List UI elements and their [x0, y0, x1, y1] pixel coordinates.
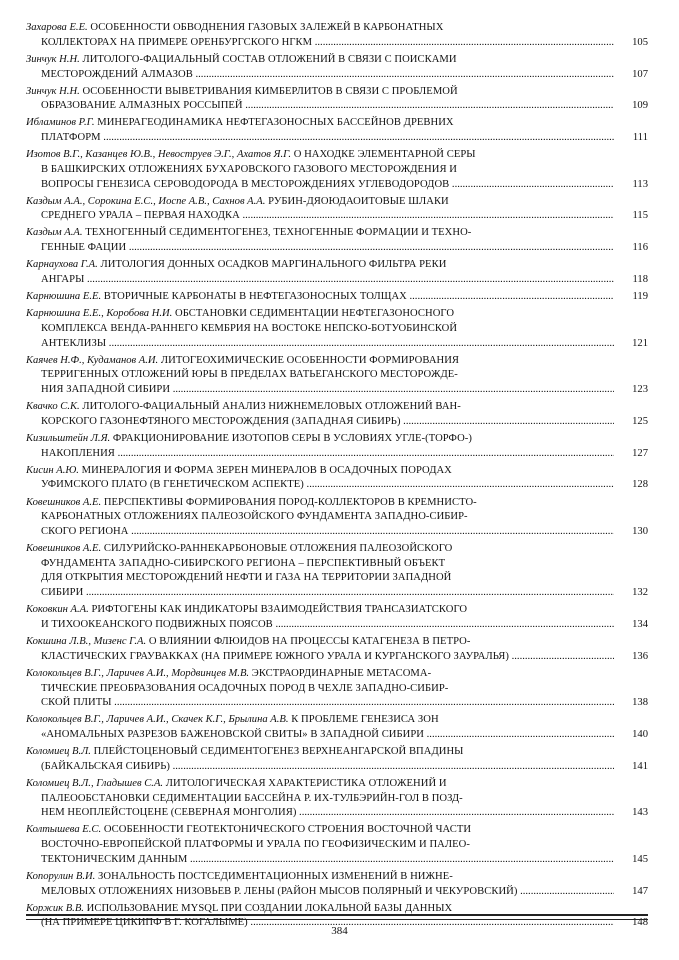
entry-page-number: 145 [632, 853, 648, 865]
entry-page-number: 148 [632, 917, 648, 929]
entry-authors: Коковкин А.А. [26, 604, 89, 616]
entry-title: О ВЛИЯНИИ ФЛЮИДОВ НА ПРОЦЕССЫ КАТАГЕНЕЗА В ПЕТРО- [146, 636, 471, 648]
entry-title: ОСОБЕННОСТИ ГЕОТЕКТОНИЧЕСКОГО СТРОЕНИЯ ВОСТОЧНОЙ ЧАСТИ [101, 824, 472, 836]
entry-authors: Кизильштейн Л.Я. [26, 432, 111, 444]
toc-entry[interactable] [26, 823, 648, 867]
entry-line [26, 354, 614, 369]
entry-line [26, 650, 614, 665]
entry-page-number: 118 [632, 273, 648, 285]
footer-rule-thick [26, 914, 648, 916]
entry-authors: Карнаухова Г.А. [26, 259, 98, 271]
entry-title: МЕЛОВЫХ ОТЛОЖЕНИЯХ НИЗОВЬЕВ Р. ЛЕНЫ (РАЙОН МЫСОВ ПОЛЯРНЫЙ И ЧЕКУРОВСКИЙ) [41, 885, 518, 897]
entry-title: (БАЙКАЛЬСКАЯ СИБИРЬ) [41, 760, 170, 772]
entry-line [26, 885, 614, 900]
entry-title: АНТЕКЛИЗЫ [41, 337, 107, 349]
entry-title: ЛИТОЛОГО-ФАЦИАЛЬНЫЙ СОСТАВ ОТЛОЖЕНИЙ В СВЯЗИ С ПОИСКАМИ [79, 53, 457, 65]
entry-line [26, 682, 614, 697]
toc-entry[interactable] [26, 307, 648, 351]
entry-title: ПЛЕЙСТОЦЕНОВЫЙ СЕДИМЕНТОГЕНЕЗ ВЕРХНЕАНГАРСКОЙ ВПАДИНЫ [90, 746, 464, 758]
entry-line [26, 368, 614, 383]
entry-title: МИНЕРАЛОГИЯ И ФОРМА ЗЕРЕН МИНЕРАЛОВ В ОСАДОЧНЫХ ПОРОДАХ [78, 464, 452, 476]
entry-line [26, 478, 614, 493]
entry-authors: Каздым А.А., Сорокина Е.С., Иоспе А.В., Сахнов А.А. [26, 195, 266, 207]
entry-title: СИЛУРИЙСКО-РАННЕКАРБОНОВЫЕ ОТЛОЖЕНИЯ ПАЛЕОЗОЙСКОГО [101, 543, 453, 555]
toc-entry[interactable] [26, 667, 648, 711]
entry-line [26, 496, 614, 511]
toc-entry[interactable] [26, 21, 648, 50]
entry-title: ТЕКТОНИЧЕСКИМ ДАННЫМ [41, 853, 188, 865]
entry-line [26, 603, 614, 618]
toc-entry[interactable] [26, 258, 648, 287]
entry-title: СКОГО РЕГИОНА [41, 525, 129, 537]
entry-page-number: 138 [632, 697, 648, 709]
toc-entry[interactable] [26, 400, 648, 429]
entry-page-number: 115 [632, 210, 648, 222]
entry-page-number: 134 [632, 618, 648, 630]
toc-entry[interactable] [26, 195, 648, 224]
entry-title: ЛИТОГЕОХИМИЧЕСКИЕ ОСОБЕННОСТИ ФОРМИРОВАНИЯ [158, 354, 460, 366]
entry-line [26, 464, 614, 479]
entry-authors: Каздым А.А. [26, 227, 83, 239]
entry-title: ЗОНАЛЬНОСТЬ ПОСТСЕДИМЕНТАЦИОННЫХ ИЗМЕНЕНИЙ В НИЖНЕ- [95, 870, 453, 882]
entry-line [26, 792, 614, 807]
entry-line [26, 209, 614, 224]
entry-title: ЛИТОЛОГО-ФАЦИАЛЬНЫЙ АНАЛИЗ НИЖНЕМЕЛОВЫХ ОТЛОЖЕНИЙ ВАН- [79, 401, 461, 413]
entry-authors: Карнюшина Е.Е., Коробова Н.И. [26, 308, 173, 320]
entry-line [26, 258, 614, 273]
entry-authors: Ибламинов Р.Г. [26, 117, 95, 129]
toc-entry[interactable] [26, 464, 648, 493]
entry-page-number: 128 [632, 479, 648, 491]
entry-line [26, 823, 614, 838]
entry-page-number: 119 [632, 291, 648, 303]
entry-title: ВОПРОСЫ ГЕНЕЗИСА СЕРОВОДОРОДА В МЕСТОРОЖДЕНИЯХ УГЛЕВОДОРОДОВ [41, 178, 450, 190]
entry-line [26, 745, 614, 760]
entry-line [26, 870, 614, 885]
toc-entry[interactable] [26, 496, 648, 540]
entry-title: МЕСТОРОЖДЕНИЙ АЛМАЗОВ [41, 68, 193, 80]
entry-line [26, 290, 614, 305]
toc-entry[interactable] [26, 745, 648, 774]
entry-line [26, 571, 614, 586]
entry-line [26, 163, 614, 178]
entry-line [26, 195, 614, 210]
toc-entry[interactable] [26, 53, 648, 82]
toc-entry[interactable] [26, 777, 648, 821]
entry-title: АНГАРЫ [41, 273, 85, 285]
entry-line [26, 618, 614, 633]
entry-line [26, 728, 614, 743]
entry-line [26, 178, 614, 193]
entry-line [26, 853, 614, 868]
entry-line [26, 99, 614, 114]
toc-entry[interactable] [26, 85, 648, 114]
entry-line [26, 36, 614, 51]
page-number: 384 [331, 925, 348, 937]
entry-line [26, 383, 614, 398]
toc-entry[interactable] [26, 432, 648, 461]
entry-line [26, 273, 614, 288]
entry-line [26, 322, 614, 337]
entry-title: КЛАСТИЧЕСКИХ ГРАУВАККАХ (НА ПРИМЕРЕ ЮЖНОГО УРАЛА И КУРГАНСКОГО ЗАУРАЛЬЯ) [41, 650, 509, 662]
entry-authors: Зинчук Н.Н. [26, 85, 80, 97]
entry-title: КОЛЛЕКТОРАХ НА ПРИМЕРЕ ОРЕНБУРГСКОГО НГКМ [41, 36, 313, 48]
entry-line [26, 226, 614, 241]
entry-title: ИСПОЛЬЗОВАНИЕ MYSQL ПРИ СОЗДАНИИ ЛОКАЛЬНОЙ БАЗЫ ДАННЫХ [83, 902, 453, 914]
entry-title: ФРАКЦИОНИРОВАНИЕ ИЗОТОПОВ СЕРЫ В УСЛОВИЯХ УГЛЕ-(ТОРФО-) [110, 432, 472, 444]
entry-title: ПАЛЕООБСТАНОВКИ СЕДИМЕНТАЦИИ БАССЕЙНА Р. ИХ-ТУЛБЭРИЙН-ГОЛ В ПОЗД- [41, 792, 463, 804]
entry-page-number: 127 [632, 447, 648, 459]
entry-page-number: 121 [632, 337, 648, 349]
entry-line [26, 777, 614, 792]
entry-line [26, 806, 614, 821]
entry-title: ТЕХНОГЕННЫЙ СЕДИМЕНТОГЕНЕЗ, ТЕХНОГЕННЫЕ ФОРМАЦИИ И ТЕХНО- [82, 227, 472, 239]
entry-title: ЛИТОЛОГИЧЕСКАЯ ХАРАКТЕРИСТИКА ОТЛОЖЕНИЙ И [163, 777, 447, 789]
entry-line [26, 667, 614, 682]
entry-page-number: 123 [632, 384, 648, 396]
entry-page-number: 116 [632, 242, 648, 254]
entry-page-number: 143 [632, 807, 648, 819]
entry-title: О НАХОДКЕ ЭЛЕМЕНТАРНОЙ СЕРЫ [291, 149, 476, 161]
entry-line [26, 557, 614, 572]
entry-title: ЭКСТРАОРДИНАРНЫЕ МЕТАСОМА- [249, 667, 432, 679]
entry-title: СРЕДНЕГО УРАЛА – ПЕРВАЯ НАХОДКА [41, 210, 240, 222]
entry-title: В БАШКИРСКИХ ОТЛОЖЕНИЯХ БУХАРОВСКОГО ГАЗОВОГО МЕСТОРОЖДЕНИЯ И [41, 163, 457, 175]
toc-entry[interactable] [26, 713, 648, 742]
entry-title: ОСОБЕННОСТИ ВЫВЕТРИВАНИЯ КИМБЕРЛИТОВ В СВЯЗИ С ПРОБЛЕМОЙ [79, 85, 458, 97]
entry-title: К ПРОБЛЕМЕ ГЕНЕЗИСА ЗОН [288, 714, 439, 726]
entry-authors: Ковешников А.Е. [26, 496, 102, 508]
entry-title: ДЛЯ ОТКРЫТИЯ МЕСТОРОЖДЕНИЙ НЕФТИ И ГАЗА НА ТЕРРИТОРИИ ЗАПАДНОЙ [41, 572, 452, 584]
entry-title: РИФТОГЕНЫ КАК ИНДИКАТОРЫ ВЗАИМОДЕЙСТВИЯ ТРАНСАЗИАТСКОГО [88, 604, 468, 616]
entry-title: МИНЕРАГЕОДИНАМИКА НЕФТЕГАЗОНОСНЫХ БАССЕЙНОВ ДРЕВНИХ [94, 117, 454, 129]
entry-line [26, 696, 614, 711]
entry-title: РУБИН-ДЯОЮДАОИТОВЫЕ ШЛАКИ [265, 195, 449, 207]
entry-authors: Коломиец В.Л. [26, 746, 91, 758]
entry-title: ТИЧЕСКИЕ ПРЕОБРАЗОВАНИЯ ОСАДОЧНЫХ ПОРОД В ЧЕХЛЕ ЗАПАДНО-СИБИР- [41, 682, 449, 694]
entry-line [26, 307, 614, 322]
entry-title: ПЕРСПЕКТИВЫ ФОРМИРОВАНИЯ ПОРОД-КОЛЛЕКТОРОВ В КРЕМНИСТО- [101, 496, 477, 508]
entry-authors: Кокшина Л.В., Мизенс Г.А. [26, 636, 147, 648]
entry-title: И ТИХООКЕАНСКОГО ПОДВИЖНЫХ ПОЯСОВ [41, 618, 273, 630]
entry-authors: Изотов В.Г., Казанцев Ю.В., Невоструев Э.Г., Ахатов Я.Г. [26, 149, 291, 161]
entry-title: КОМПЛЕКСА ВЕНДА-РАННЕГО КЕМБРИЯ НА ВОСТОКЕ НЕПСКО-БОТУОБИНСКОЙ [41, 322, 458, 334]
entry-title: ЛИТОЛОГИЯ ДОННЫХ ОСАДКОВ МАРГИНАЛЬНОГО ФИЛЬТРА РЕКИ [97, 259, 447, 271]
entry-line [26, 21, 614, 36]
entry-line [26, 760, 614, 775]
entry-authors: Кисин А.Ю. [26, 464, 79, 476]
entry-page-number: 132 [632, 587, 648, 599]
entry-line [26, 131, 614, 146]
entry-page-number: 130 [632, 525, 648, 537]
entry-title: КОРСКОГО ГАЗОНЕФТЯНОГО МЕСТОРОЖДЕНИЯ (ЗАПАДНАЯ СИБИРЬ) [41, 415, 401, 427]
toc-entry[interactable] [26, 290, 648, 305]
entry-line [26, 337, 614, 352]
entry-line [26, 586, 614, 601]
entry-title: СИБИРИ [41, 587, 84, 599]
entry-authors: Колтышева Е.С. [26, 824, 102, 836]
entry-page-number: 107 [632, 68, 648, 80]
entry-title: НИЯ ЗАПАДНОЙ СИБИРИ [41, 384, 171, 396]
entry-page-number: 136 [632, 650, 648, 662]
entry-title: ВОСТОЧНО-ЕВРОПЕЙСКОЙ ПЛАТФОРМЫ И УРАЛА ПО ГЕОФИЗИЧЕСКИМ И ПАЛЕО- [41, 839, 470, 851]
toc-entry[interactable] [26, 542, 648, 601]
entry-page-number: 141 [632, 760, 648, 772]
toc-entry[interactable] [26, 354, 648, 398]
table-of-contents [26, 21, 648, 934]
entry-title: УФИМСКОГО ПЛАТО (В ГЕНЕТИЧЕСКОМ АСПЕКТЕ) [41, 479, 304, 491]
entry-title: КАРБОНАТНЫХ ОТЛОЖЕНИЯХ ПАЛЕОЗОЙСКОГО ФУНДАМЕНТА ЗАПАДНО-СИБИР- [41, 511, 468, 523]
entry-title: НЕМ НЕОПЛЕЙСТОЦЕНЕ (СЕВЕРНАЯ МОНГОЛИЯ) [41, 807, 297, 819]
footer-rule-thin [26, 919, 648, 920]
entry-authors: Карнюшина Е.Е. [26, 291, 102, 303]
toc-entry[interactable] [26, 603, 648, 632]
entry-authors: Зинчук Н.Н. [26, 53, 80, 65]
entry-line [26, 525, 614, 540]
entry-line [26, 635, 614, 650]
entry-title: ТЕРРИГЕННЫХ ОТЛОЖЕНИЙ ЮРЫ В ПРЕДЕЛАХ ВАТЬЕГАНСКОГО МЕСТОРОЖДЕ- [41, 369, 458, 381]
entry-title: НАКОПЛЕНИЯ [41, 447, 115, 459]
entry-authors: Колокольцев В.Г., Ларичев А.И., Мордвинцев М.В. [26, 667, 250, 679]
entry-line [26, 53, 614, 68]
toc-entry[interactable] [26, 635, 648, 664]
entry-line [26, 85, 614, 100]
entry-title: ПЛАТФОРМ [41, 132, 101, 144]
toc-entry[interactable] [26, 148, 648, 192]
toc-entry[interactable] [26, 226, 648, 255]
entry-line [26, 241, 614, 256]
entry-authors: Квачко С.К. [26, 401, 80, 413]
entry-line [26, 400, 614, 415]
entry-title: (НА ПРИМЕРЕ ЦИКИПФ В Г. КОГАЛЫМЕ) [41, 917, 248, 929]
entry-page-number: 109 [632, 100, 648, 112]
entry-line [26, 68, 614, 83]
entry-line [26, 713, 614, 728]
entry-authors: Колокольцев В.Г., Ларичев А.И., Скачек К.Г., Брылина А.В. [26, 714, 289, 726]
entry-page-number: 113 [632, 178, 648, 190]
entry-title: ОСОБЕННОСТИ ОБВОДНЕНИЯ ГАЗОВЫХ ЗАЛЕЖЕЙ В КАРБОНАТНЫХ [87, 22, 444, 33]
entry-authors: Коломиец В.Л., Гладышев С.А. [26, 777, 164, 789]
entry-title: ФУНДАМЕНТА ЗАПАДНО-СИБИРСКОГО РЕГИОНА – ПЕРСПЕКТИВНЫЙ ОБЪЕКТ [41, 557, 446, 569]
entry-page-number: 140 [632, 729, 648, 741]
entry-title: СКОЙ ПЛИТЫ [41, 697, 112, 709]
entry-title: ВТОРИЧНЫЕ КАРБОНАТЫ В НЕФТЕГАЗОНОСНЫХ ТОЛЩАХ [101, 291, 407, 303]
entry-authors: Копорулин В.И. [26, 870, 96, 882]
entry-line [26, 542, 614, 557]
entry-page-number: 125 [632, 415, 648, 427]
entry-title: «АНОМАЛЬНЫХ РАЗРЕЗОВ БАЖЕНОВСКОЙ СВИТЫ» В ЗАПАДНОЙ СИБИРИ [41, 729, 424, 741]
entry-title: ОБСТАНОВКИ СЕДИМЕНТАЦИИ НЕФТЕГАЗОНОСНОГО [172, 308, 455, 320]
entry-line [26, 415, 614, 430]
entry-line [26, 510, 614, 525]
entry-line [26, 116, 614, 131]
entry-line [26, 447, 614, 462]
entry-title: ГЕННЫЕ ФАЦИИ [41, 242, 127, 254]
entry-title: ОБРАЗОВАНИЕ АЛМАЗНЫХ РОССЫПЕЙ [41, 100, 243, 112]
entry-authors: Захарова Е.Е. [26, 22, 88, 33]
entry-page-number: 105 [632, 36, 648, 48]
entry-authors: Ковешников А.Е. [26, 543, 102, 555]
entry-authors: Каячев Н.Ф., Кудаманов А.И. [26, 354, 159, 366]
entry-authors: Коржик В.В. [26, 902, 84, 914]
entry-line [26, 148, 614, 163]
entry-page-number: 147 [632, 885, 648, 897]
toc-entry[interactable] [26, 116, 648, 145]
entry-line [26, 432, 614, 447]
entry-line [26, 838, 614, 853]
entry-page-number: 111 [632, 132, 648, 144]
toc-entry[interactable] [26, 870, 648, 899]
